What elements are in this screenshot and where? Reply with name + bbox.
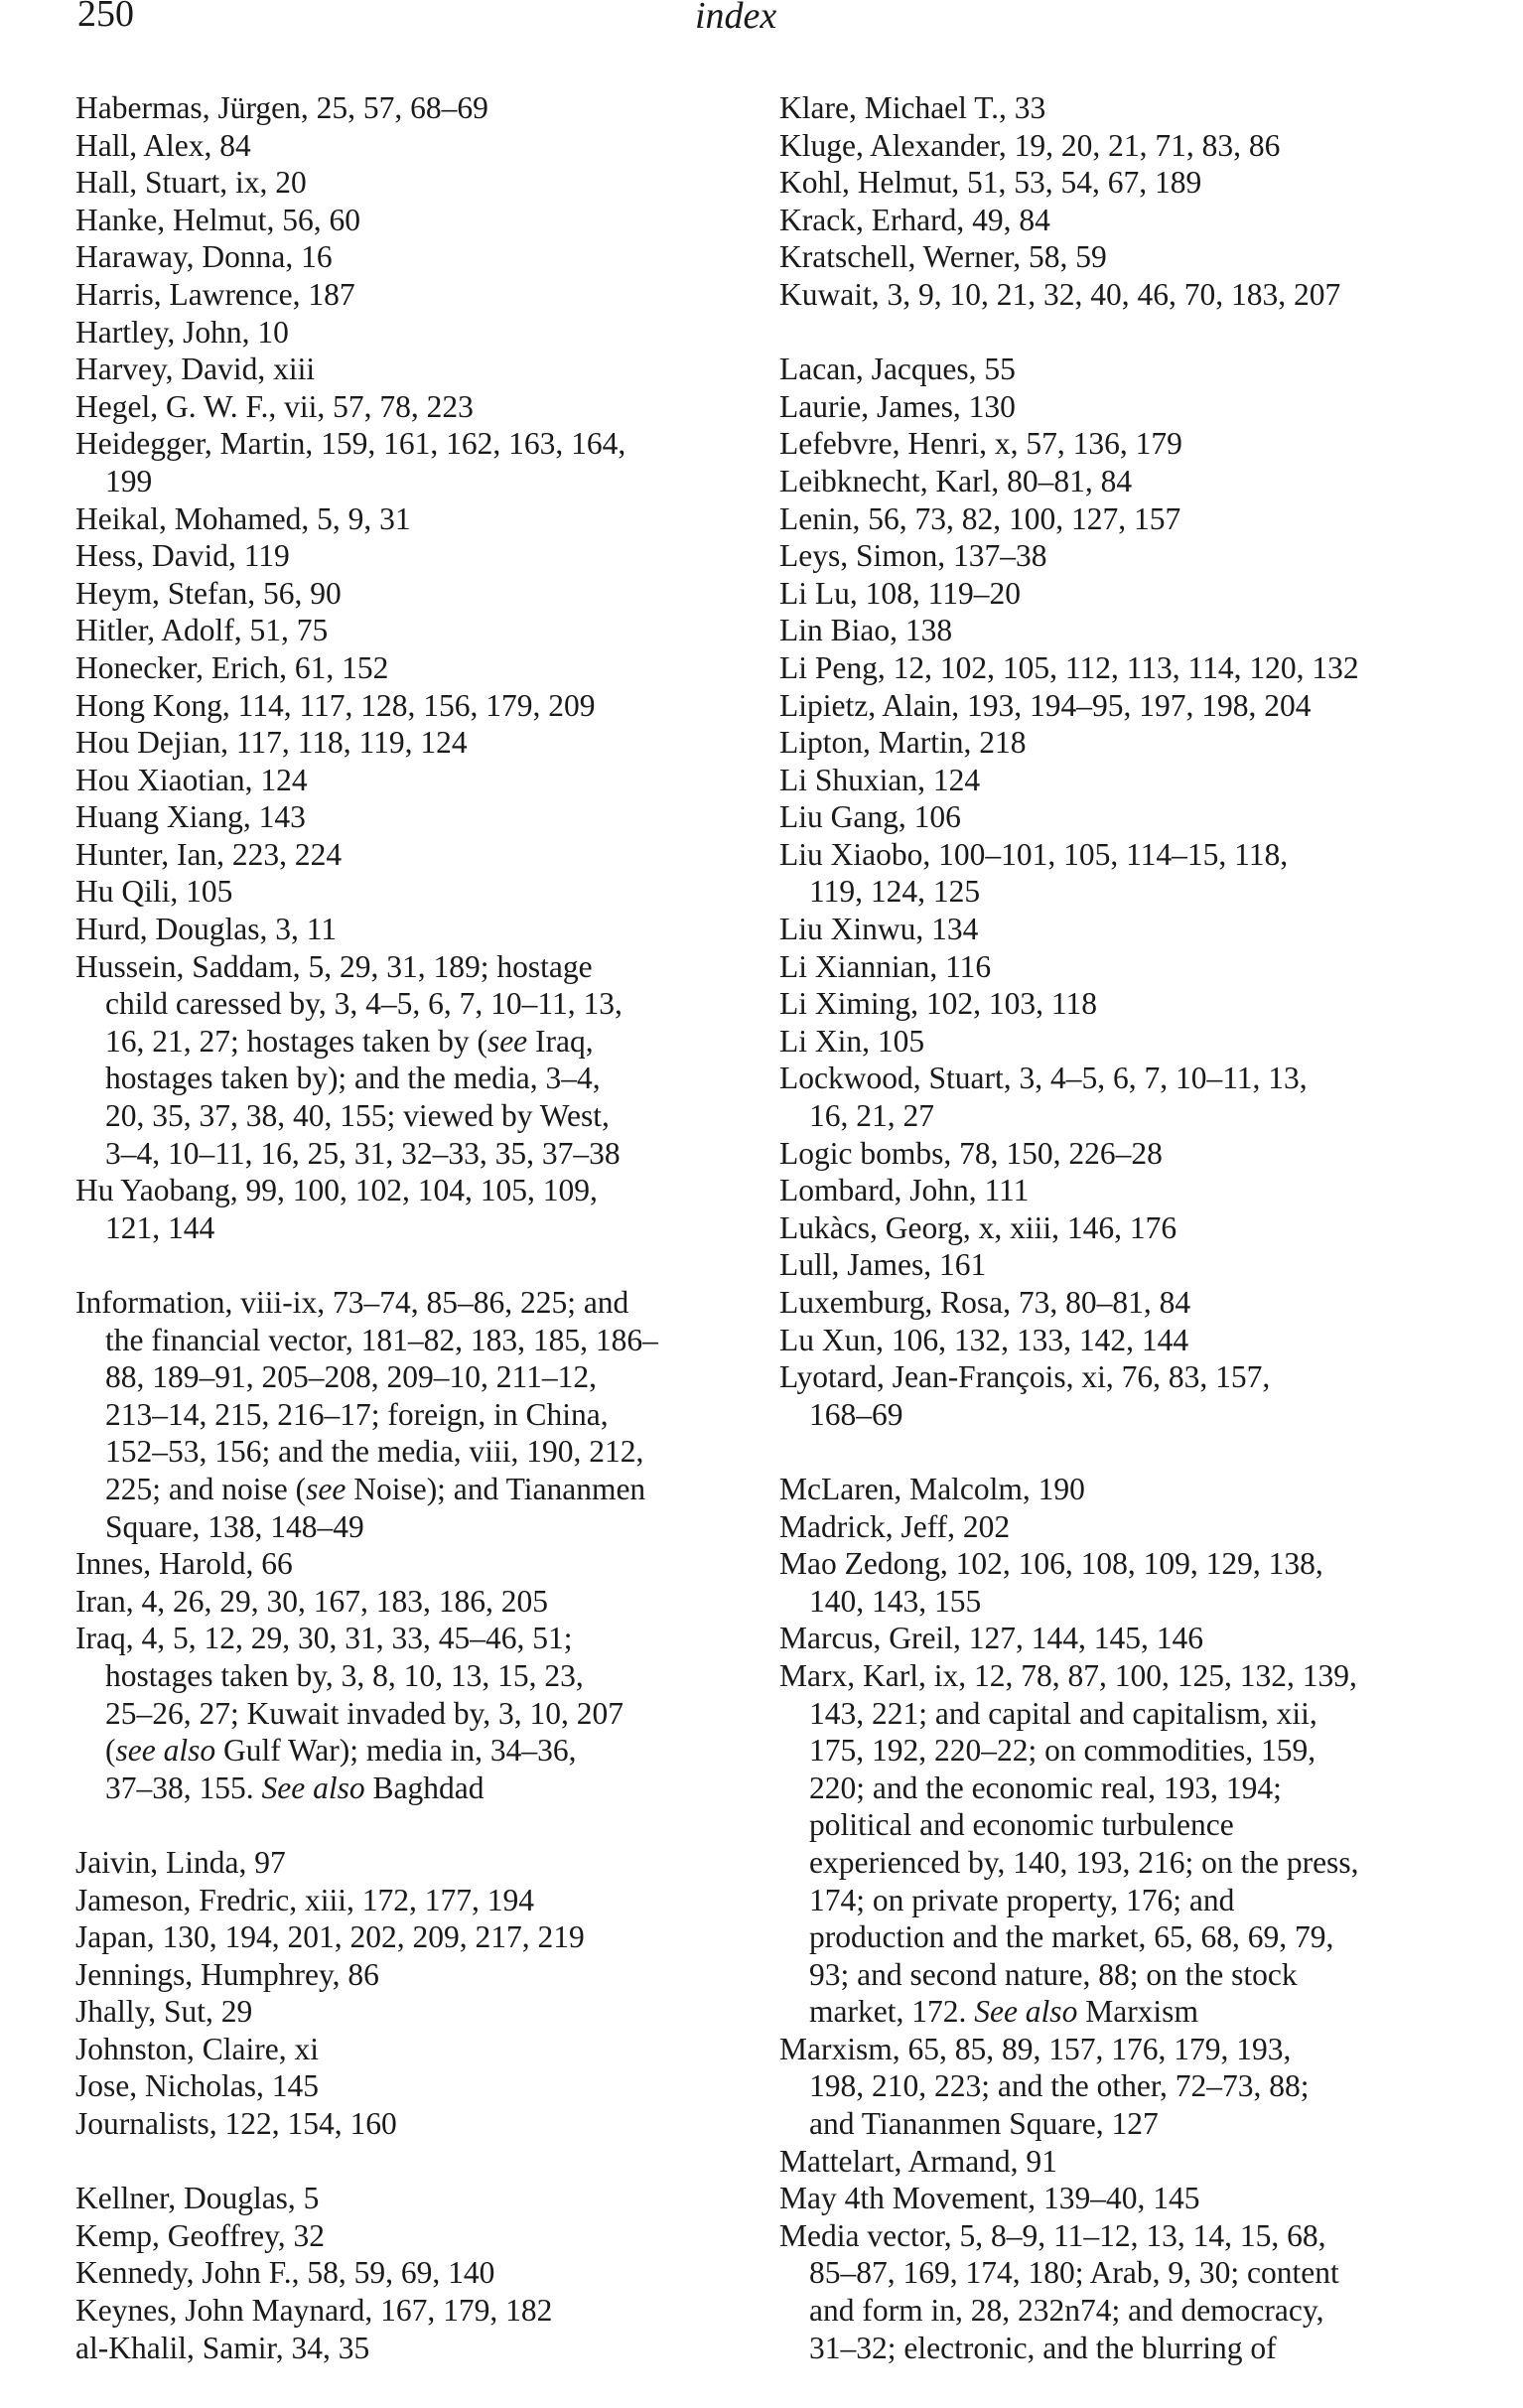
entry-text: Jose, Nicholas, 145: [75, 2068, 319, 2104]
index-subentry-line: [75, 1060, 751, 1097]
entry-text: Hegel, G. W. F., vii, 57, 78, 223: [75, 388, 474, 424]
index-entry-line: [75, 724, 751, 762]
entry-text: Leibknecht, Karl, 80–81, 84: [779, 463, 1133, 498]
entry-text: 85–87, 169, 174, 180; Arab, 9, 30; content: [809, 2255, 1339, 2291]
entry-text: 199: [105, 463, 153, 498]
index-entry-line: [75, 164, 751, 202]
entry-text: Kohl, Helmut, 51, 53, 54, 67, 189: [779, 165, 1202, 201]
entry-text: 20, 35, 37, 38, 40, 155; viewed by West,: [105, 1098, 610, 1134]
entry-text: 3–4, 10–11, 16, 25, 31, 32–33, 35, 37–38: [105, 1135, 621, 1171]
index-entry-line: [779, 276, 1494, 314]
entry-text: 25–26, 27; Kuwait invaded by, 3, 10, 207: [105, 1695, 624, 1731]
index-subentry-line: [779, 1695, 1494, 1733]
entry-text: Hartley, John, 10: [75, 314, 289, 350]
index-subentry-line: [75, 1135, 751, 1173]
entry-text: Logic bombs, 78, 150, 226–28: [779, 1135, 1163, 1171]
entry-text: Jaivin, Linda, 97: [75, 1844, 286, 1880]
entry-text: Hall, Stuart, ix, 20: [75, 165, 307, 201]
index-entry-line: [75, 1956, 751, 1994]
entry-text: Jennings, Humphrey, 86: [75, 1956, 379, 1992]
index-subentry-line: [75, 1695, 751, 1733]
index-entry-line: [75, 537, 751, 575]
entry-text: 37–38, 155.: [105, 1770, 262, 1805]
index-subentry-line: [75, 1097, 751, 1135]
index-entry-line: [779, 202, 1494, 239]
entry-text: Lu Xun, 106, 132, 133, 142, 144: [779, 1322, 1189, 1357]
entry-text: market, 172.: [809, 1994, 975, 2030]
entry-text: 220; and the economic real, 193, 194;: [809, 1770, 1282, 1805]
entry-text: Habermas, Jürgen, 25, 57, 68–69: [75, 90, 488, 125]
index-entry-line: [75, 687, 751, 725]
entry-text-continued: Gulf War); media in, 34–36,: [215, 1733, 577, 1769]
entry-text: Keynes, John Maynard, 167, 179, 182: [75, 2293, 553, 2329]
entry-text: Haraway, Donna, 16: [75, 239, 333, 275]
entry-text: Lin Biao, 138: [779, 613, 953, 648]
entry-gap: [75, 2143, 751, 2181]
index-subentry-line: [779, 1918, 1494, 1956]
entry-text: 93; and second nature, 88; on the stock: [809, 1956, 1298, 1992]
cross-reference-label: see also: [115, 1733, 216, 1769]
index-subentry-line: [75, 1471, 751, 1508]
entry-text: production and the market, 65, 68, 69, 79,: [809, 1919, 1334, 1955]
index-subentry-line: [75, 1657, 751, 1695]
index-subentry-line: [75, 1023, 751, 1061]
index-entry-line: [779, 500, 1494, 538]
entry-text: Hitler, Adolf, 51, 75: [75, 613, 329, 648]
index-entry-line: [75, 649, 751, 687]
entry-text: Harris, Lawrence, 187: [75, 276, 355, 312]
index-entry-line: [779, 1322, 1494, 1359]
index-entry-line: [779, 1209, 1494, 1247]
entry-text: 225; and noise (: [105, 1471, 307, 1506]
running-head: index: [695, 0, 777, 37]
index-entry-line: [779, 1508, 1494, 1546]
entry-text: Lefebvre, Henri, x, 57, 136, 179: [779, 426, 1182, 462]
index-subentry-line: [779, 2254, 1494, 2292]
entry-text: Hu Yaobang, 99, 100, 102, 104, 105, 109,: [75, 1173, 598, 1208]
entry-text: hostages taken by, 3, 8, 10, 13, 15, 23,: [105, 1657, 584, 1693]
entry-text: Li Lu, 108, 119–20: [779, 575, 1021, 611]
entry-text: Krack, Erhard, 49, 84: [779, 202, 1050, 237]
entry-text: Liu Xiaobo, 100–101, 105, 114–15, 118,: [779, 836, 1289, 872]
entry-text-continued: Marxism: [1077, 1994, 1198, 2030]
index-entry-line: [779, 612, 1494, 649]
index-entry-line: [75, 1918, 751, 1956]
entry-text: Jameson, Fredric, xiii, 172, 177, 194: [75, 1882, 534, 1917]
index-entry-line: [75, 500, 751, 538]
entry-text: Liu Gang, 106: [779, 799, 961, 835]
index-entry-line: [779, 575, 1494, 613]
index-entry-line: [779, 1284, 1494, 1322]
entry-gap: [779, 314, 1494, 352]
entry-text: Kluge, Alexander, 19, 20, 21, 71, 83, 86: [779, 127, 1281, 163]
index-subentry-line: [779, 1732, 1494, 1770]
index-entry-line: [75, 425, 751, 463]
entry-text-continued: Noise); and Tiananmen: [346, 1471, 646, 1506]
index-subentry-line: [779, 1583, 1494, 1621]
index-entry-line: [779, 985, 1494, 1023]
entry-text: Lipietz, Alain, 193, 194–95, 197, 198, 204: [779, 687, 1312, 723]
index-entry-line: [779, 1060, 1494, 1097]
index-entry-line: [779, 238, 1494, 276]
entry-text: Square, 138, 148–49: [105, 1508, 364, 1544]
entry-text: Lenin, 56, 73, 82, 100, 127, 157: [779, 500, 1181, 536]
entry-text-continued: Baghdad: [364, 1770, 485, 1805]
entry-text: 175, 192, 220–22; on commodities, 159,: [809, 1733, 1316, 1769]
index-subentry-line: [779, 2105, 1494, 2143]
index-entry-line: [779, 537, 1494, 575]
entry-text: Honecker, Erich, 61, 152: [75, 649, 389, 685]
index-subentry-line: [779, 1882, 1494, 1919]
entry-text: Johnston, Claire, xi: [75, 2031, 319, 2066]
entry-text: Huang Xiang, 143: [75, 799, 306, 835]
index-entry-line: [75, 948, 751, 986]
entry-text: Lyotard, Jean-François, xi, 76, 83, 157,: [779, 1359, 1271, 1395]
index-subentry-line: [75, 985, 751, 1023]
index-entry-line: [75, 127, 751, 165]
entry-text: Kratschell, Werner, 58, 59: [779, 239, 1107, 275]
index-entry-line: [75, 2031, 751, 2068]
entry-text: 88, 189–91, 205–208, 209–10, 211–12,: [105, 1359, 597, 1395]
entry-text: and Tiananmen Square, 127: [809, 2106, 1159, 2142]
entry-text: 16, 21, 27; hostages taken by (: [105, 1023, 487, 1059]
index-entry-line: [779, 1358, 1494, 1396]
index-entry-line: [75, 575, 751, 613]
entry-text: Laurie, James, 130: [779, 388, 1016, 424]
index-entry-line: [779, 762, 1494, 799]
entry-text: Li Xiannian, 116: [779, 948, 992, 984]
index-entry-line: [75, 1545, 751, 1583]
entry-text: Lacan, Jacques, 55: [779, 352, 1016, 387]
entry-gap: [75, 1806, 751, 1844]
index-subentry-line: [75, 1358, 751, 1396]
entry-text: Harvey, David, xiii: [75, 352, 316, 387]
index-entry-line: [779, 948, 1494, 986]
entry-text: Hong Kong, 114, 117, 128, 156, 179, 209: [75, 687, 596, 723]
index-subentry-line: [75, 1732, 751, 1770]
entry-text: Kennedy, John F., 58, 59, 69, 140: [75, 2255, 495, 2291]
entry-text: Marx, Karl, ix, 12, 78, 87, 100, 125, 132, 139,: [779, 1657, 1357, 1693]
index-entry-line: [779, 388, 1494, 426]
entry-text: McLaren, Malcolm, 190: [779, 1471, 1085, 1506]
entry-text: child caressed by, 3, 4–5, 6, 7, 10–11, 13,: [105, 986, 623, 1022]
entry-text: Lombard, John, 111: [779, 1173, 1030, 1208]
entry-text: Li Shuxian, 124: [779, 762, 981, 797]
index-subentry-line: [779, 2067, 1494, 2105]
entry-text: Marxism, 65, 85, 89, 157, 176, 179, 193,: [779, 2031, 1292, 2066]
index-entry-line: [75, 1620, 751, 1657]
index-entry-line: [75, 238, 751, 276]
index-entry-line: [75, 798, 751, 836]
entry-text: Hall, Alex, 84: [75, 127, 251, 163]
cross-reference-label: See also: [261, 1770, 365, 1805]
entry-text: Klare, Michael T., 33: [779, 90, 1046, 125]
page-number: 250: [77, 0, 134, 35]
entry-text: Lipton, Martin, 218: [779, 725, 1027, 761]
entry-text-continued: Iraq,: [527, 1023, 594, 1059]
entry-text: Journalists, 122, 154, 160: [75, 2106, 397, 2142]
index-entry-line: [75, 2330, 751, 2367]
index-entry-line: [75, 2180, 751, 2217]
index-entry-line: [779, 649, 1494, 687]
index-entry-line: [779, 463, 1494, 500]
entry-text: Iran, 4, 26, 29, 30, 167, 183, 186, 205: [75, 1583, 548, 1619]
index-entry-line: [75, 2292, 751, 2330]
index-entry-line: [779, 1023, 1494, 1061]
entry-text: Heikal, Mohamed, 5, 9, 31: [75, 500, 411, 536]
index-entry-line: [75, 1882, 751, 1919]
index-subentry-line: [779, 1770, 1494, 1807]
index-entry-line: [75, 836, 751, 874]
entry-text: (: [105, 1733, 116, 1769]
entry-gap: [779, 1433, 1494, 1471]
entry-text: 31–32; electronic, and the blurring of: [809, 2330, 1277, 2365]
index-entry-line: [779, 687, 1494, 725]
index-subentry-line: [75, 1396, 751, 1434]
index-subentry-line: [779, 1956, 1494, 1994]
index-entry-line: [779, 798, 1494, 836]
entry-text: Mao Zedong, 102, 106, 108, 109, 129, 138,: [779, 1546, 1323, 1582]
entry-text: Hou Xiaotian, 124: [75, 762, 308, 797]
index-entry-line: [779, 2031, 1494, 2068]
entry-text: Iraq, 4, 5, 12, 29, 30, 31, 33, 45–46, 51;: [75, 1621, 573, 1656]
page-header: [0, 0, 1523, 60]
index-entry-line: [75, 276, 751, 314]
index-subentry-line: [779, 1844, 1494, 1882]
entry-text: Hu Qili, 105: [75, 874, 233, 910]
entry-text: Heym, Stefan, 56, 90: [75, 575, 342, 611]
entry-text: 174; on private property, 176; and: [809, 1882, 1235, 1917]
index-entry-line: [779, 911, 1494, 948]
index-subentry-line: [779, 1097, 1494, 1135]
index-entry-line: [779, 1246, 1494, 1284]
cross-reference-label: see: [306, 1471, 346, 1506]
index-entry-line: [75, 1284, 751, 1322]
index-entry-line: [779, 1471, 1494, 1508]
index-entry-line: [75, 1993, 751, 2031]
index-entry-line: [75, 2254, 751, 2292]
entry-text: Li Peng, 12, 102, 105, 112, 113, 114, 120, 132: [779, 649, 1359, 685]
index-entry-line: [75, 911, 751, 948]
index-column-right: [779, 89, 1494, 2366]
entry-text: Jhally, Sut, 29: [75, 1994, 253, 2030]
entry-text: Hess, David, 119: [75, 538, 290, 574]
index-entry-line: [75, 314, 751, 352]
index-entry-line: [75, 89, 751, 127]
index-subentry-line: [779, 1396, 1494, 1434]
entry-text: Hussein, Saddam, 5, 29, 31, 189; hostage: [75, 948, 593, 984]
index-entry-line: [779, 1657, 1494, 1695]
index-entry-line: [75, 1583, 751, 1621]
entry-text: Li Xin, 105: [779, 1023, 925, 1059]
entry-text: the financial vector, 181–82, 183, 185, 186–: [105, 1322, 658, 1357]
entry-text: Mattelart, Armand, 91: [779, 2143, 1057, 2179]
entry-text: Marcus, Greil, 127, 144, 145, 146: [779, 1621, 1203, 1656]
index-entry-line: [779, 351, 1494, 388]
entry-text: 168–69: [809, 1396, 903, 1432]
index-entry-line: [75, 351, 751, 388]
entry-text: 198, 210, 223; and the other, 72–73, 88;: [809, 2068, 1310, 2104]
cross-reference-label: see: [486, 1023, 528, 1059]
entry-text: Innes, Harold, 66: [75, 1546, 293, 1582]
entry-gap: [75, 1246, 751, 1284]
entry-text: Madrick, Jeff, 202: [779, 1508, 1011, 1544]
entry-text: Hanke, Helmut, 56, 60: [75, 202, 360, 237]
index-subentry-line: [75, 1770, 751, 1807]
index-subentry-line: [779, 1993, 1494, 2031]
entry-text: 16, 21, 27: [809, 1098, 934, 1134]
entry-text: Hou Dejian, 117, 118, 119, 124: [75, 725, 468, 761]
entry-text: Luxemburg, Rosa, 73, 80–81, 84: [779, 1285, 1191, 1320]
index-subentry-line: [75, 1322, 751, 1359]
index-entry-line: [75, 1172, 751, 1209]
index-entry-line: [75, 2105, 751, 2143]
entry-text: 213–14, 215, 216–17; foreign, in China,: [105, 1396, 609, 1432]
entry-text: Hunter, Ian, 223, 224: [75, 836, 343, 872]
index-subentry-line: [75, 1209, 751, 1247]
index-entry-line: [779, 836, 1494, 874]
entry-text: Lockwood, Stuart, 3, 4–5, 6, 7, 10–11, 13,: [779, 1061, 1308, 1096]
index-entry-line: [779, 2143, 1494, 2181]
entry-text: Heidegger, Martin, 159, 161, 162, 163, 164,: [75, 426, 626, 462]
index-entry-line: [779, 724, 1494, 762]
index-entry-line: [75, 388, 751, 426]
index-entry-line: [779, 2180, 1494, 2217]
entry-text: Hurd, Douglas, 3, 11: [75, 912, 338, 947]
entry-text: hostages taken by); and the media, 3–4,: [105, 1061, 601, 1096]
index-entry-line: [779, 425, 1494, 463]
entry-text: 119, 124, 125: [809, 874, 981, 910]
entry-text: May 4th Movement, 139–40, 145: [779, 2181, 1200, 2216]
index-entry-line: [779, 1135, 1494, 1173]
index-entry-line: [779, 127, 1494, 165]
entry-text: 143, 221; and capital and capitalism, xii,: [809, 1695, 1317, 1731]
entry-text: Japan, 130, 194, 201, 202, 209, 217, 219: [75, 1919, 585, 1955]
entry-text: Kellner, Douglas, 5: [75, 2181, 320, 2216]
entry-text: 152–53, 156; and the media, viii, 190, 212,: [105, 1434, 644, 1470]
index-entry-line: [75, 612, 751, 649]
index-entry-line: [779, 1620, 1494, 1657]
index-subentry-line: [779, 873, 1494, 911]
index-entry-line: [75, 2067, 751, 2105]
index-entry-line: [75, 202, 751, 239]
index-entry-line: [779, 1172, 1494, 1209]
index-entry-line: [75, 762, 751, 799]
index-subentry-line: [779, 2330, 1494, 2367]
entry-text: Kuwait, 3, 9, 10, 21, 32, 40, 46, 70, 183, 207: [779, 276, 1341, 312]
index-subentry-line: [75, 463, 751, 500]
index-entry-line: [779, 1545, 1494, 1583]
entry-text: 140, 143, 155: [809, 1583, 982, 1619]
entry-text: Media vector, 5, 8–9, 11–12, 13, 14, 15, 68,: [779, 2217, 1326, 2253]
entry-text: Liu Xinwu, 134: [779, 912, 979, 947]
index-entry-line: [779, 164, 1494, 202]
index-entry-line: [75, 873, 751, 911]
entry-text: Information, viii-ix, 73–74, 85–86, 225; and: [75, 1285, 629, 1320]
entry-text: Lukàcs, Georg, x, xiii, 146, 176: [779, 1209, 1177, 1245]
entry-text: Leys, Simon, 137–38: [779, 538, 1047, 574]
entry-text: Lull, James, 161: [779, 1247, 987, 1283]
index-subentry-line: [779, 1806, 1494, 1844]
index-entry-line: [779, 2217, 1494, 2255]
entry-text: political and economic turbulence: [809, 1807, 1234, 1843]
entry-text: Li Ximing, 102, 103, 118: [779, 986, 1097, 1022]
cross-reference-label: See also: [974, 1994, 1078, 2030]
index-entry-line: [75, 1844, 751, 1882]
index-subentry-line: [779, 2292, 1494, 2330]
entry-text: and form in, 28, 232n74; and democracy,: [809, 2293, 1324, 2329]
entry-text: experienced by, 140, 193, 216; on the press,: [809, 1844, 1359, 1880]
entry-text: al-Khalil, Samir, 34, 35: [75, 2330, 370, 2365]
index-entry-line: [75, 2217, 751, 2255]
index-column-left: [75, 89, 751, 2366]
entry-text: Kemp, Geoffrey, 32: [75, 2217, 326, 2253]
entry-text: 121, 144: [105, 1209, 215, 1245]
index-entry-line: [779, 89, 1494, 127]
index-subentry-line: [75, 1433, 751, 1471]
index-subentry-line: [75, 1508, 751, 1546]
